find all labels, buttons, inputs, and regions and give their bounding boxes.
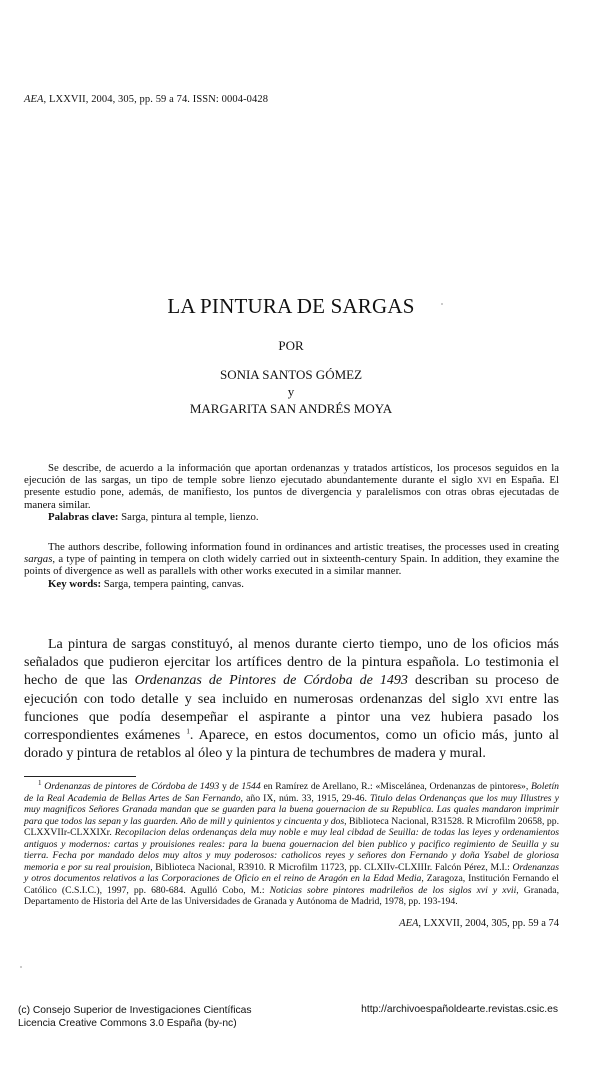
- author-conjunction: y: [287, 384, 295, 399]
- license-notice: [18, 1004, 252, 1030]
- author-2: MARGARITA SAN ANDRÉS MOYA: [189, 401, 393, 416]
- footer-citation: AEA, LXXVII, 2004, 305, pp. 59 a 74: [399, 918, 559, 929]
- footnote-text: $^1$ Ordenanzas de pintores de Córdoba de 1493 y de 1544 en Ramírez de Arellano, R.: «Miscelánea, Ordenanzas de pintores», Boletín de la Real Academia de Bellas Artes de San Fernando, año IX, núm. 33, 1915, 29-46. Titulo delas Ordenanças que los muy Illustres y muy magnificos Señores Granada mandan que se guarden para la buena gouernacion de su Republica. Las quales mandaron imprimir para que todos las sepan y las guarden. Año de mill y quinientos y cincuenta y dos, Biblioteca Nacional, R31528. R Microfilm 20658, pp. CLXXVIIr-CLXXIXr. Recopilacion delas ordenanças dela muy noble e muy leal cibdad de Seuilla: de todas las leyes y ordenamientos antiguos y modernos: cartas y prouisiones reales: para la buena gouernacion del bien publico y pacifico regimiento de Seuilla y su tierra. Fecha por mandado delos muy altos y muy poderosos: catholicos reyes y señores don Fernando y doña Ysabel de gloriosa memoria e por su real prouision, Biblioteca Nacional, R3910. R Microfilm 11723, pp. CLXIIv-CLXIIIr. Falcón Pérez, M.I.: Ordenanzas y otros documentos relativos a las Corporaciones de Oficio en el reino de Aragón en la Edad Media, Zaragoza, Institución Fernando el Católico (C.S.I.C.), 1997, pp. 680-684. Agulló Cobo, M.: Noticias sobre pintores madrileños de los siglos xvi y xvii, Granada, Departamento de Historia del Arte de las Universidades de Granada y Autónoma de Madrid, 1978, pp. 193-194.: [24, 778, 560, 907]
- abstract-en-keywords: Key words: Sarga, tempera painting, canvas.: [48, 577, 244, 590]
- scan-speck: [441, 303, 443, 305]
- footnote-divider: [24, 776, 136, 777]
- abstract-en-text: The authors describe, following information found in ordinances and artistic treatises, the processes used in creating sargas, a type of painting in tempera on cloth widely carried out in sixteenth-century Spain. In addition, they examine the points of divergence as well as parallels with other works executed in a similar manner.: [24, 541, 559, 578]
- body-text: [24, 636, 559, 763]
- license-line-1: (c) Consejo Superior de Investigaciones Científicas: [18, 1005, 252, 1016]
- abstract-spanish: [24, 462, 559, 523]
- article-title: LA PINTURA DE SARGAS: [167, 294, 415, 318]
- abstract-english: [24, 541, 559, 590]
- abstract-es-text: Se describe, de acuerdo a la información que aportan ordenanzas y tratados artísticos, los procesos seguidos en la ejecución de las sargas, un tipo de temple sobre lienzo ejecutado abundantemente durante el siglo xvi en España. El presente estudio pone, además, de manifiesto, los puntos de divergencia y paralelismos con otras obras ejecutadas de manera similar.: [24, 462, 560, 511]
- journal-url[interactable]: http://archivoespañoldearte.revistas.csic.es: [361, 1004, 558, 1015]
- abstract-es-keywords: Palabras clave: Sarga, pintura al temple, lienzo.: [48, 510, 259, 523]
- footnote-marker: 1: [186, 727, 190, 736]
- journal-abbrev: AEA: [24, 94, 44, 105]
- body-paragraph: La pintura de sargas constituyó, al menos durante cierto tiempo, uno de los oficios más señalados que pudieron ejercitar los artífices dentro de la pintura española. Lo testimonia el hecho de que las Ordenanzas de Pintores de Córdoba de 1493 describan su proceso de ejecución con todo detalle y sea incluido en numerosas ordenanzas del siglo xvi entre las funciones que podía desempeñar el aspirante a pintor una vez hubiera pasado los correspondientes exámenes $^1$. Aparece, en estos documentos, como un oficio más, junto al dorado y pintura de retablos al óleo y la pintura de techumbres de madera y mural.: [24, 637, 559, 762]
- running-header: [24, 94, 268, 105]
- footnote: [24, 778, 560, 908]
- header-citation: , LXXVII, 2004, 305, pp. 59 a 74. ISSN: 0004-0428: [43, 94, 269, 105]
- byline-por: POR: [278, 338, 304, 353]
- author-1: SONIA SANTOS GÓMEZ: [219, 367, 363, 382]
- scan-speck: [20, 966, 22, 968]
- license-line-2: Licencia Creative Commons 3.0 España (by-nc): [18, 1018, 237, 1029]
